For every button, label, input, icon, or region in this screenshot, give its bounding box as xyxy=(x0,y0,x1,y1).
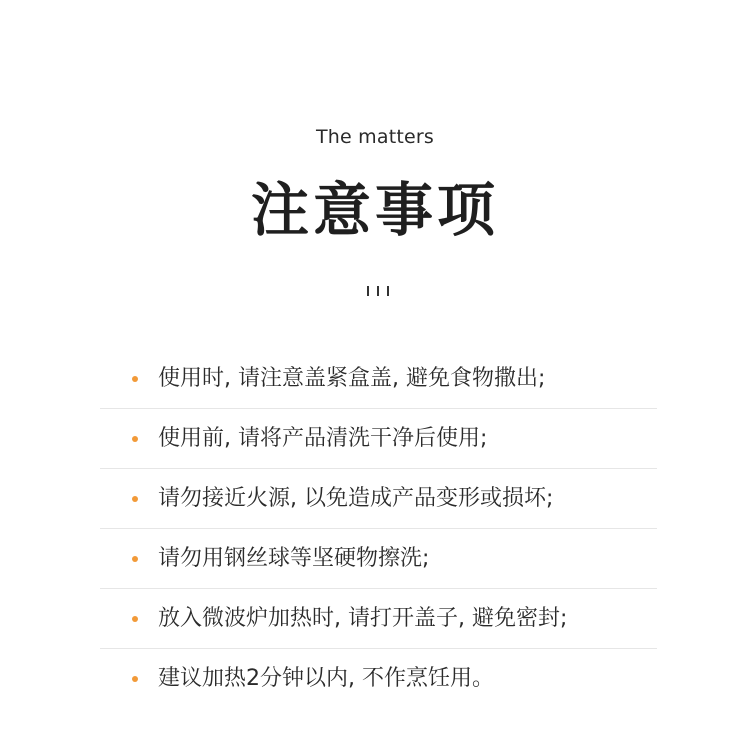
tick-mark xyxy=(367,286,369,296)
list-item xyxy=(100,649,657,708)
bullet-dot-icon xyxy=(132,676,138,682)
notice-text: 使用前, 请将产品清洗干净后使用; xyxy=(158,426,488,451)
list-item xyxy=(100,349,657,409)
notice-text: 请勿接近火源, 以免造成产品变形或损坏; xyxy=(158,486,554,511)
notice-text: 请勿用钢丝球等坚硬物擦洗; xyxy=(158,546,430,571)
notice-list xyxy=(100,349,657,708)
notice-text: 放入微波炉加热时, 请打开盖子, 避免密封; xyxy=(158,606,568,631)
bullet-dot-icon xyxy=(132,556,138,562)
decorative-tick-marks xyxy=(367,286,389,296)
bullet-dot-icon xyxy=(132,376,138,382)
list-item xyxy=(100,469,657,529)
tick-mark xyxy=(377,286,379,296)
bullet-dot-icon xyxy=(132,496,138,502)
bullet-dot-icon xyxy=(132,436,138,442)
page-subtitle: The matters xyxy=(315,126,435,148)
list-item xyxy=(100,589,657,649)
tick-mark xyxy=(387,286,389,296)
bullet-dot-icon xyxy=(132,616,138,622)
list-item xyxy=(100,529,657,589)
page-title: 注意事项 xyxy=(250,176,499,244)
list-item xyxy=(100,409,657,469)
notice-text: 使用时, 请注意盖紧盒盖, 避免食物撒出; xyxy=(158,366,546,391)
notice-text: 建议加热2分钟以内, 不作烹饪用。 xyxy=(158,666,494,691)
